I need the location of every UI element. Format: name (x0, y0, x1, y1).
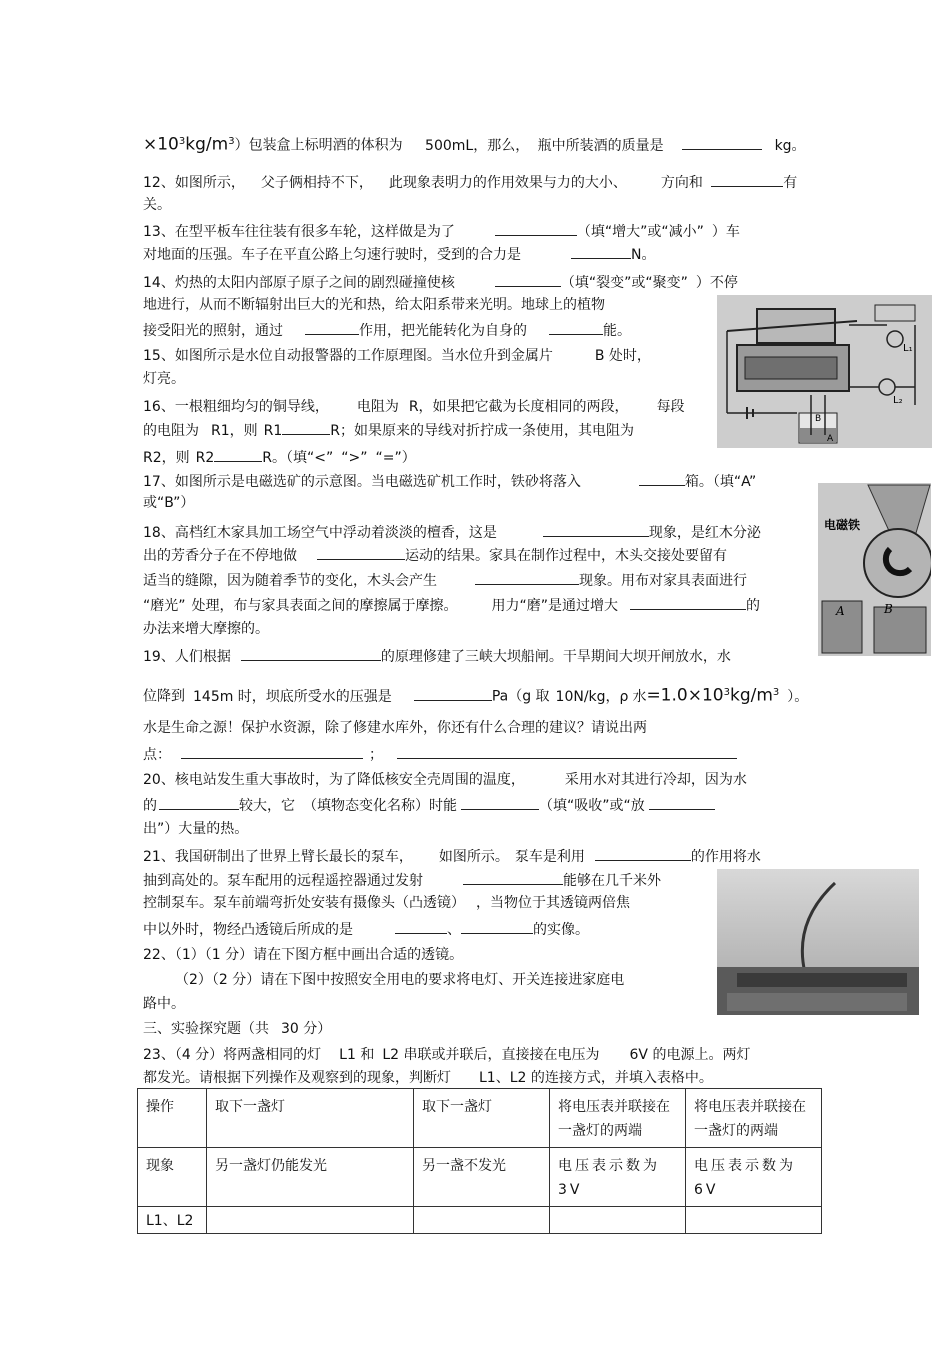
answer-blank[interactable] (397, 744, 737, 759)
q23-line2: 都发光。请根据下列操作及观察到的现象，判断灯 L1、L2 的连接方式，并填入表格中。 (143, 1070, 713, 1086)
q18-line3: 适当的缝隙，因为随着季节的变化，木头会产生 现象。用布对家具表面进行 (143, 570, 747, 590)
circuit-diagram (717, 295, 932, 448)
answer-blank[interactable] (305, 320, 359, 335)
answer-blank[interactable] (649, 795, 715, 810)
bin-b-label: B (884, 602, 893, 616)
answer-blank[interactable] (463, 870, 563, 885)
answer-blank[interactable] (461, 919, 533, 934)
section3-heading: 三、实验探究题（共 30 分） (143, 1021, 332, 1037)
q23-line1: 23、（4 分）将两盏相同的灯 L1 和 L2 串联或并联后，直接接在电压为 6V 的电源上。两灯 (143, 1047, 751, 1063)
answer-blank[interactable] (282, 420, 330, 435)
answer-blank[interactable] (630, 595, 746, 610)
q19-line2: 位降到 145m 时，坝底所受水的压强是 Pa（g 取 10N/kg，ρ 水$=1.0\times 10^3kg/m^3$ ）。 (143, 685, 809, 706)
q15-line2: 灯亮。 (143, 371, 185, 387)
q20-line1: 20、核电站发生重大事故时，为了降低核安全壳周围的温度， 采用水对其进行冷却，因为水 (143, 772, 747, 788)
separator-diagram (818, 483, 931, 656)
q20-line2: 的 较大，它 （填物态变化名称）时能 （填“吸收”或“放 (143, 795, 715, 815)
answer-blank[interactable] (317, 545, 405, 560)
q17-line2: 或“B”） (143, 495, 195, 511)
answer-blank[interactable] (495, 221, 577, 236)
table-row: 操作 取下一盏灯 取下一盏灯 将电压表并联接在一盏灯的两端 将电压表并联接在一盏灯的两端 (138, 1089, 822, 1148)
q18-line2: 出的芳香分子在不停地做 运动的结果。家具在制作过程中，木头交接处要留有 (143, 545, 727, 565)
q21-line1: 21、我国研制出了世界上臂长最长的泵车， 如图所示。 泵车是利用 的作用将水 (143, 846, 761, 866)
answer-blank[interactable] (571, 244, 631, 259)
q19-line1: 19、人们根据 的原理修建了三峡大坝船闸。干旱期间大坝开闸放水，水 (143, 646, 731, 666)
table-row: 现象 另一盏灯仍能发光 另一盏不发光 电压表示数为3V 电压表示数为6V (138, 1148, 822, 1207)
q21-line2: 抽到高处的。泵车配用的远程遥控器通过发射 能够在几千米外 (143, 870, 661, 890)
q22-line1: 22、（1）（1 分）请在下图方框中画出合适的透镜。 (143, 947, 464, 963)
q13-line2: 对地面的压强。车子在平直公路上匀速行驶时，受到的合力是 N。 (143, 244, 655, 264)
q22-line3: 路中。 (143, 996, 185, 1012)
q18-line1: 18、高档红木家具加工场空气中浮动着淡淡的檀香，这是 现象，是红木分泌 (143, 522, 761, 542)
answer-blank[interactable] (682, 135, 762, 150)
q21-line4: 中以外时，物经凸透镜后所成的是 、 的实像。 (143, 919, 589, 939)
answer-blank[interactable] (181, 744, 363, 759)
lamp2-label: L₂ (893, 395, 903, 406)
q16-line3: R2，则 R2 R。（填“<” “>” “=”） (143, 447, 416, 467)
answer-blank[interactable] (241, 646, 381, 661)
answer-blank[interactable] (543, 522, 649, 537)
answer-cell[interactable] (686, 1207, 822, 1234)
pump-truck-photo (717, 869, 919, 1015)
q17-line1: 17、如图所示是电磁选矿的示意图。当电磁选矿机工作时，铁砂将落入 箱。（填“A” (143, 471, 756, 491)
q18-line5: 办法来增大摩擦的。 (143, 621, 269, 637)
bin-a-label: A (836, 604, 845, 618)
q15-line1: 15、如图所示是水位自动报警器的工作原理图。当水位升到金属片 B 处时， (143, 348, 651, 364)
answer-blank[interactable] (475, 570, 579, 585)
q20-line3: 出”）大量的热。 (143, 821, 249, 837)
answer-blank[interactable] (414, 686, 492, 701)
pump-truck-image (717, 869, 919, 1015)
q19-line3: 水是生命之源！保护水资源，除了修建水库外，你还有什么合理的建议？请说出两 (143, 720, 647, 736)
q16-line1: 16、一根粗细均匀的铜导线， 电阻为 R，如果把它截为长度相同的两段， 每段 (143, 399, 685, 415)
q13-line1: 13、在型平板车往往装有很多车轮，这样做是为了 （填“增大”或“减小” ）车 (143, 221, 740, 241)
answer-cell[interactable] (550, 1207, 686, 1234)
magnetic-separator-figure (818, 483, 931, 656)
answer-blank[interactable] (495, 272, 561, 287)
answer-blank[interactable] (595, 846, 691, 861)
q11-tail-line: $\times 10^3kg/m^3$）包装盒上标明酒的体积为 500mL，那么， 瓶中所装酒的质量是 kg。 (143, 134, 806, 155)
answer-blank[interactable] (395, 919, 447, 934)
q16-line2: 的电阻为 R1，则 R1 R；如果原来的导线对折拧成一条使用，其电阻为 (143, 420, 634, 440)
answer-table (137, 1088, 822, 1234)
electromagnet-label: 电磁铁 (824, 518, 861, 532)
answer-blank[interactable] (549, 320, 603, 335)
q14-line2: 地进行，从而不断辐射出巨大的光和热，给太阳系带来光明。地球上的植物 (143, 297, 605, 313)
lamp1-label: L₁ (903, 343, 913, 354)
water-alarm-figure (717, 295, 932, 448)
q22-line2: （2）（2 分）请在下图中按照安全用电的要求将电灯、开关连接进家庭电 (175, 972, 625, 988)
table-row: L1、L2 (138, 1207, 822, 1234)
q19-line4: 点： ； (143, 744, 737, 764)
point-a-label: A (827, 434, 834, 444)
point-b-label: B (815, 414, 822, 424)
q21-line3: 控制泵车。泵车前端弯折处安装有摄像头（凸透镜） ，当物位于其透镜两倍焦 (143, 895, 630, 911)
q12-line1: 12、如图所示， 父子俩相持不下， 此现象表明力的作用效果与力的大小、 方向和 有 (143, 172, 797, 192)
q12-line2: 关。 (143, 197, 171, 213)
q14-line3: 接受阳光的照射，通过 作用，把光能转化为自身的 能。 (143, 320, 631, 340)
q14-line1: 14、灼热的太阳内部原子原子之间的剧烈碰撞使核 （填“裂变”或“聚变” ）不停 (143, 272, 738, 292)
q18-line4: “磨光” 处理，布与家具表面之间的摩擦属于摩擦。 用力“磨”是通过增大 的 (143, 595, 760, 615)
answer-cell[interactable] (414, 1207, 550, 1234)
answer-blank[interactable] (711, 172, 783, 187)
answer-blank[interactable] (461, 795, 539, 810)
answer-blank[interactable] (159, 795, 239, 810)
answer-cell[interactable] (207, 1207, 414, 1234)
answer-blank[interactable] (214, 447, 262, 462)
answer-blank[interactable] (639, 471, 685, 486)
